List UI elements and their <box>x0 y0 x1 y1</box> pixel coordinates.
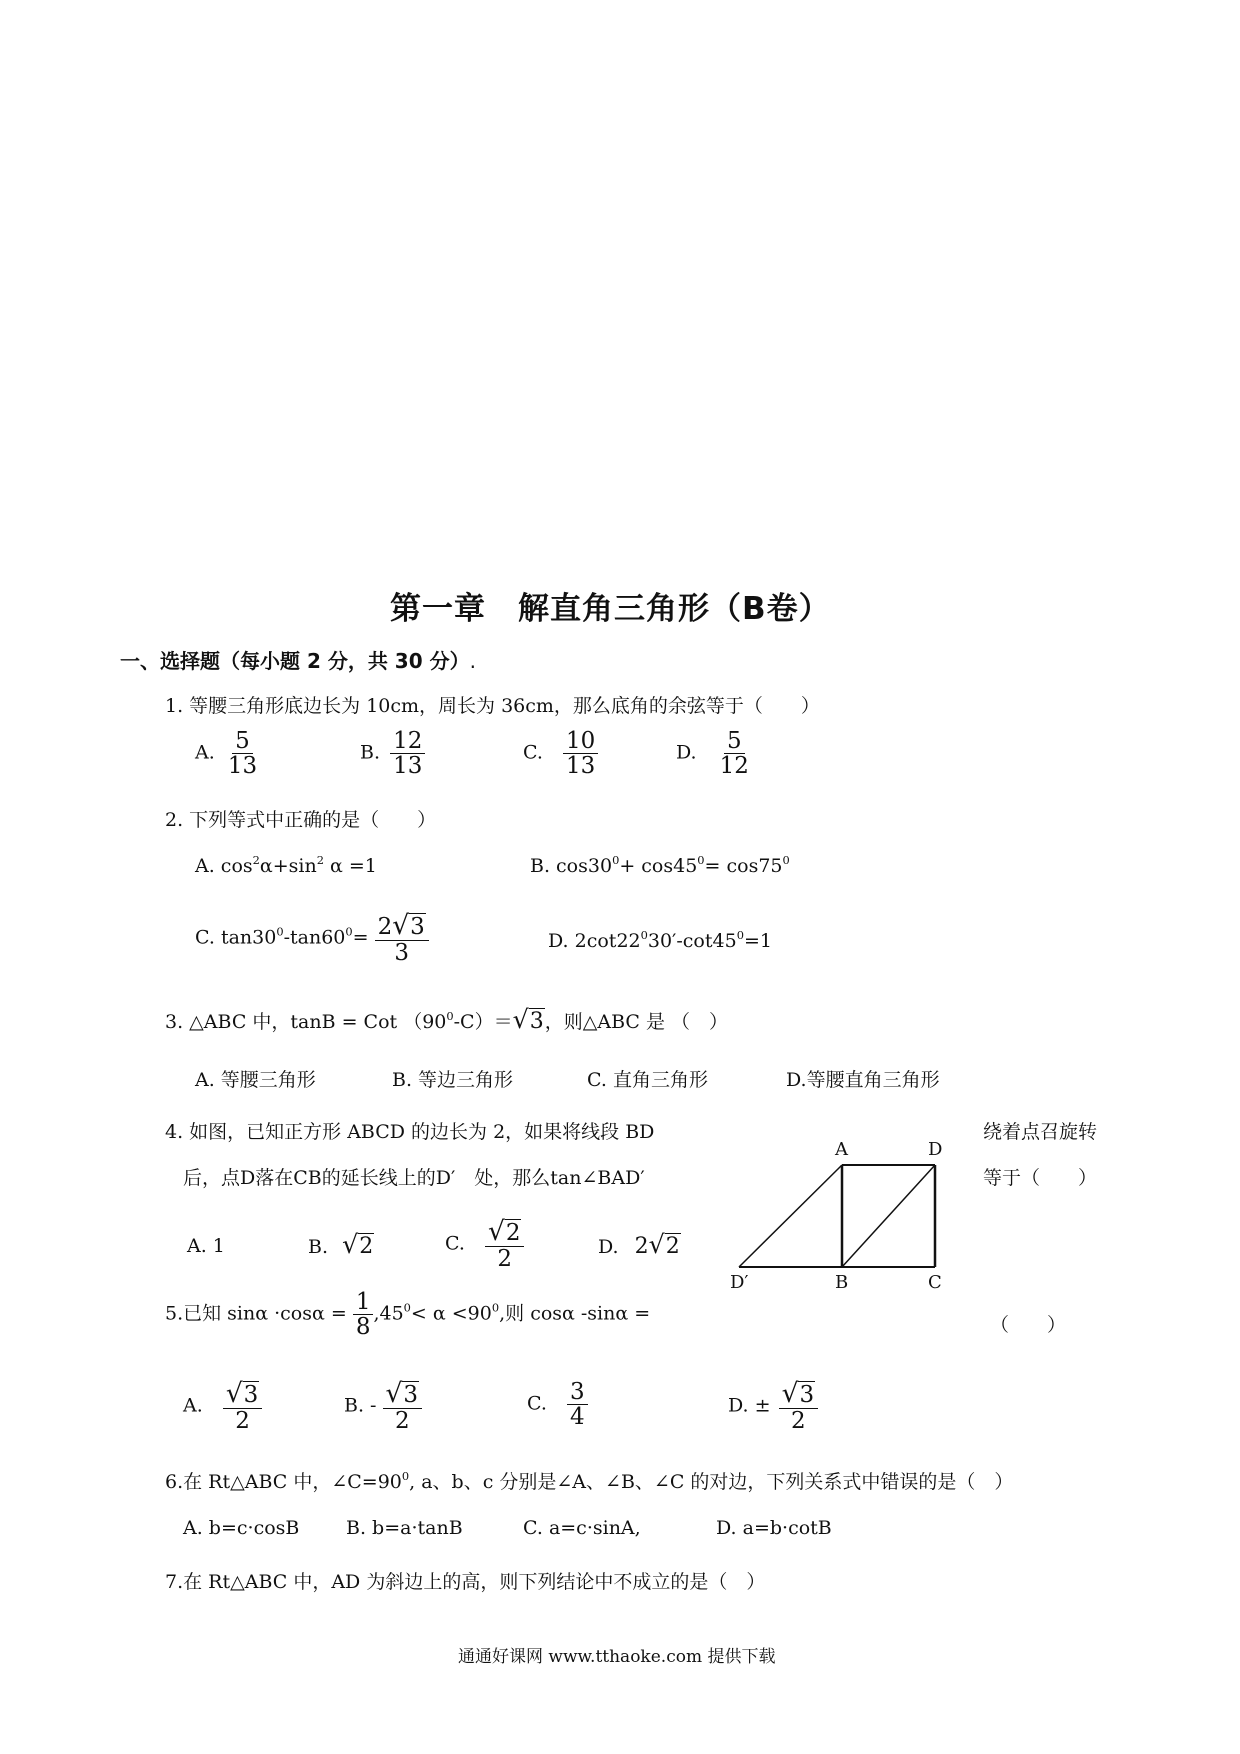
question-6-option-c: C. a=c·sinA, <box>523 1517 641 1539</box>
numerator <box>779 1380 819 1409</box>
text: , a、b、c 分别是∠A、∠B、∠C 的对边，下列关系式中错误的是（ ） <box>409 1471 1014 1493</box>
superscript: 2 <box>252 853 260 868</box>
text: C. tan30 <box>195 926 277 949</box>
text: -C）＝ <box>453 1011 513 1033</box>
fraction <box>717 729 752 778</box>
question-5-option-d <box>728 1380 818 1433</box>
question-2-option-b <box>530 855 790 877</box>
question-5-stem <box>165 1290 650 1339</box>
denominator: 2 <box>497 1245 513 1272</box>
fraction <box>383 1380 423 1433</box>
denominator: 2 <box>235 1407 250 1434</box>
numerator <box>223 1380 263 1409</box>
fraction <box>567 1380 588 1429</box>
question-4-option-b <box>308 1230 374 1259</box>
question-4-figure <box>730 1135 945 1290</box>
option-label: D. <box>676 741 697 764</box>
superscript: 0 <box>491 1300 500 1315</box>
question-5-option-c <box>527 1380 588 1429</box>
denominator: 13 <box>227 753 258 780</box>
section-heading-dot: . <box>469 649 476 673</box>
question-1-option-c <box>523 729 598 778</box>
superscript: 2 <box>316 853 324 868</box>
text: B. cos30 <box>530 855 613 877</box>
section-heading-text: 一、选择题（每小题 2 分，共 30 分） <box>120 649 470 673</box>
question-4-option-d <box>598 1230 681 1259</box>
denominator: 2 <box>791 1407 806 1434</box>
text: α =1 <box>323 855 377 877</box>
square-root: √2 <box>342 1230 374 1259</box>
question-3-option-a: A. 等腰三角形 <box>195 1069 316 1091</box>
superscript: 0 <box>697 853 705 868</box>
text: D. 2cot22 <box>548 930 641 952</box>
question-2-option-d <box>548 930 772 952</box>
fraction <box>390 729 425 778</box>
question-4-stem-line2: 后，点D落在CB的延长线上的D′ 处，那么tan∠BAD′ <box>183 1167 645 1189</box>
question-1-option-b <box>360 729 425 778</box>
fraction <box>485 1218 525 1271</box>
question-3-option-d: D.等腰直角三角形 <box>786 1069 940 1091</box>
fraction <box>223 1380 263 1433</box>
superscript: 0 <box>403 1300 411 1315</box>
question-1-option-a <box>195 729 260 778</box>
option-label: A. <box>183 1394 203 1417</box>
question-6-stem <box>165 1467 1013 1494</box>
section-heading <box>120 645 476 674</box>
question-4-option-a: A. 1 <box>187 1235 225 1257</box>
fraction <box>779 1380 819 1433</box>
superscript: 0 <box>401 1469 410 1484</box>
line-dp-a <box>739 1165 842 1267</box>
square-root: √3 <box>781 1378 815 1409</box>
numerator <box>485 1218 525 1247</box>
radicand: 3 <box>529 1009 544 1034</box>
label-b: B <box>835 1272 849 1290</box>
radicand: 3 <box>243 1382 259 1408</box>
square-root: √3 <box>512 1005 544 1034</box>
page-title: 第一章 解直角三角形（B卷） <box>390 591 831 627</box>
text: A. cos <box>195 855 253 877</box>
radicand: 2 <box>359 1234 374 1259</box>
numerator: 3 <box>567 1380 588 1405</box>
fraction <box>375 912 429 965</box>
question-2-option-a <box>195 855 377 877</box>
question-2-option-c <box>195 912 429 965</box>
coefficient: 2 <box>377 914 393 940</box>
denominator: 13 <box>393 753 423 780</box>
question-2-stem: 2. 下列等式中正确的是（ ） <box>165 809 437 831</box>
square-root: √2 <box>487 1216 521 1247</box>
numerator: 10 <box>563 729 598 754</box>
label-c: C <box>928 1272 942 1290</box>
text: 6.在 Rt△ABC 中，∠C=90 <box>165 1471 402 1493</box>
text: ,45 <box>373 1302 404 1325</box>
radicand: 2 <box>665 1234 680 1259</box>
text: 30′-cot45 <box>647 930 737 952</box>
question-7-stem: 7.在 Rt△ABC 中，AD 为斜边上的高，则下列结论中不成立的是（ ） <box>165 1571 766 1593</box>
option-label: D. <box>598 1236 619 1258</box>
question-3-stem <box>165 1005 728 1034</box>
question-4-stem-line2-right: 等于（ ） <box>983 1167 1098 1189</box>
denominator: 3 <box>394 939 409 966</box>
numerator: 1 <box>353 1290 374 1315</box>
text: α+sin <box>259 855 317 877</box>
text: ，则△ABC 是 （ ） <box>544 1011 728 1033</box>
numerator: 12 <box>390 729 425 754</box>
denominator: 12 <box>719 753 749 780</box>
text: = <box>352 926 369 949</box>
radicand: 2 <box>505 1220 521 1246</box>
question-6-option-d: D. a=b·cotB <box>716 1517 832 1539</box>
page-footer: 通通好课网 www.tthaoke.com 提供下载 <box>458 1647 776 1667</box>
label-d: D <box>928 1139 943 1160</box>
question-1-stem: 1. 等腰三角形底边长为 10cm，周长为 36cm，那么底角的余弦等于（ ） <box>165 695 820 717</box>
numerator <box>375 912 429 941</box>
question-4-stem-line1: 4. 如图，已知正方形 ABCD 的边长为 2，如果将线段 BD <box>165 1121 655 1143</box>
radicand: 3 <box>799 1382 815 1408</box>
text: < α <90 <box>410 1302 492 1325</box>
line-b-d <box>842 1165 935 1267</box>
superscript: 0 <box>276 924 284 939</box>
fraction <box>563 729 598 778</box>
option-label: D. ± <box>728 1394 771 1417</box>
text: =1 <box>743 930 772 952</box>
superscript: 0 <box>345 924 353 939</box>
text: + cos45 <box>619 855 698 877</box>
denominator: 4 <box>569 1404 585 1431</box>
square-root: √3 <box>392 910 425 941</box>
radicand: 3 <box>410 914 425 940</box>
option-label: C. <box>523 741 543 764</box>
question-1-option-d <box>676 729 752 778</box>
question-4-option-c <box>445 1218 524 1271</box>
question-5-answer-paren: （ ） <box>990 1314 1067 1336</box>
coefficient: 2 <box>634 1234 649 1259</box>
question-3-option-b: B. 等边三角形 <box>392 1069 514 1091</box>
question-3-option-c: C. 直角三角形 <box>587 1069 708 1091</box>
superscript: 0 <box>736 928 744 943</box>
denominator: 13 <box>565 753 596 780</box>
option-label: C. <box>527 1392 547 1415</box>
question-5-option-a <box>183 1380 262 1433</box>
option-label: A. <box>195 741 215 764</box>
option-label: B. - <box>344 1394 377 1417</box>
option-label: B. <box>360 741 381 764</box>
square-root: √3 <box>385 1378 419 1409</box>
label-a: A <box>835 1139 848 1160</box>
square-root: √3 <box>225 1378 259 1409</box>
question-6-option-a: A. b=c·cosB <box>183 1517 300 1539</box>
label-d-prime: D′ <box>730 1272 749 1290</box>
option-label: B. <box>308 1236 329 1258</box>
numerator <box>383 1380 423 1409</box>
denominator: 8 <box>355 1314 371 1341</box>
text: 5.已知 sinα ·cosα = <box>165 1302 347 1325</box>
superscript: 0 <box>640 928 648 943</box>
text: ,则 cosα -sinα = <box>499 1302 651 1325</box>
fraction <box>225 729 260 778</box>
numerator: 5 <box>724 729 745 754</box>
fraction <box>353 1290 374 1339</box>
option-label: C. <box>445 1232 465 1255</box>
text: = cos75 <box>704 855 783 877</box>
superscript: 0 <box>612 853 620 868</box>
superscript: 0 <box>446 1009 454 1024</box>
denominator: 2 <box>394 1407 410 1434</box>
text: -tan60 <box>283 926 346 949</box>
square-root: √2 <box>648 1230 680 1259</box>
question-6-option-b: B. b=a·tanB <box>346 1517 463 1539</box>
question-4-stem-line1-right: 绕着点召旋转 <box>983 1121 1098 1143</box>
question-5-option-b <box>344 1380 422 1433</box>
radicand: 3 <box>403 1382 419 1408</box>
text: 3. △ABC 中，tanB = Cot （90 <box>165 1011 447 1033</box>
superscript: 0 <box>782 853 790 868</box>
numerator: 5 <box>232 729 253 754</box>
